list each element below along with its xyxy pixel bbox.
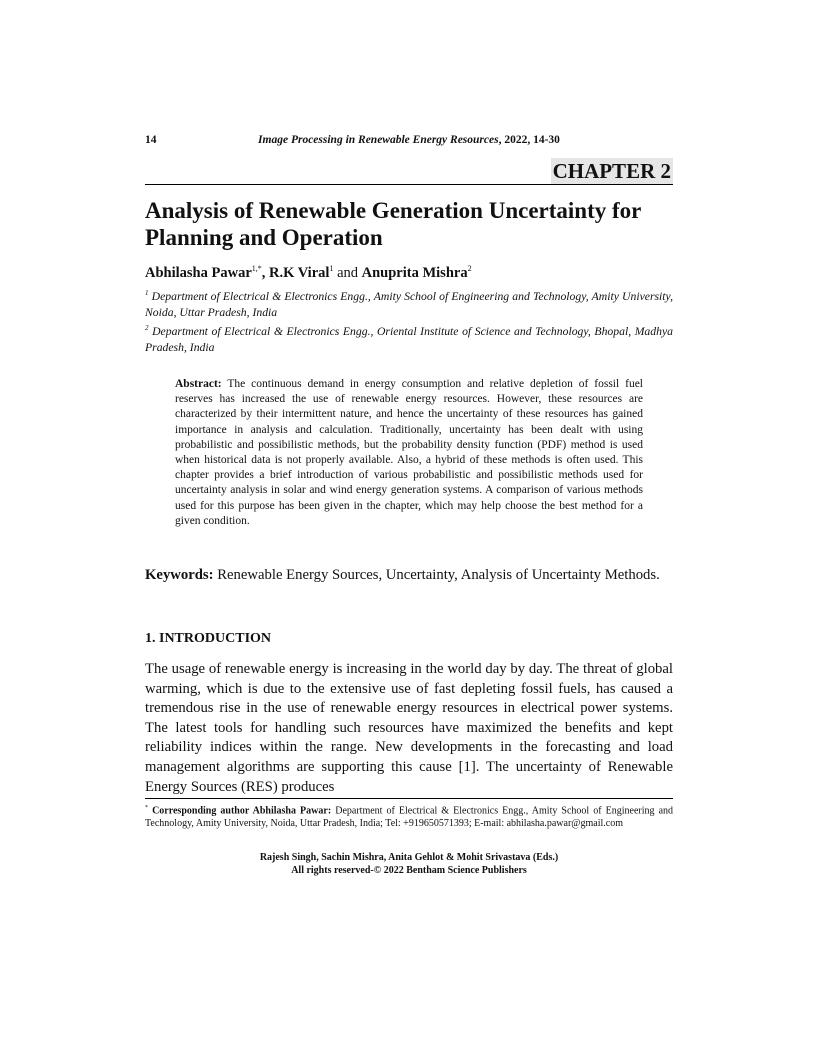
chapter-banner [145, 158, 673, 185]
author-sup: 1 [329, 264, 334, 273]
editors-line: Rajesh Singh, Sachin Mishra, Anita Gehlot & Mohit Srivastava (Eds.) [259, 852, 559, 863]
keywords-label: Keywords: [145, 567, 214, 583]
section-heading: 1. INTRODUCTION [145, 631, 272, 646]
affiliation-number: 2 [145, 324, 149, 332]
page-number: 14 [145, 134, 157, 146]
footnote-divider [145, 798, 673, 799]
footnote [145, 802, 673, 830]
running-head [145, 134, 673, 146]
author-sup: 1,* [251, 264, 262, 273]
journal-title: Image Processing in Renewable Energy Resources [258, 134, 499, 146]
author-name: Abhilasha Pawar [145, 264, 252, 281]
affiliation-text: Department of Electrical & Electronics Engg., Amity School of Engineering and Technology, Amity University, Noida, Uttar Pradesh, India [145, 289, 674, 319]
journal-year-pages: , 2022, 14-30 [498, 134, 560, 146]
footnote-mark: * [145, 805, 148, 811]
footnote-text: Department of Electrical & Electronics Engg., Amity School of Engineering and Technology, Amity University, Noida, Uttar Pradesh, India; Tel: +919650571393; E-mail: abhilasha.pawar@gmail.com [145, 805, 674, 829]
editors-block [145, 852, 673, 877]
author-name: Anuprita Mishra [361, 264, 468, 281]
affiliation [145, 285, 673, 321]
author-separator: and [333, 264, 362, 281]
keywords-text: Renewable Energy Sources, Uncertainty, Analysis of Uncertainty Methods. [217, 567, 660, 583]
footnote-label: Corresponding author Abhilasha Pawar: [152, 805, 332, 817]
abstract-label: Abstract: [175, 378, 222, 390]
author-name: R.K Viral [269, 264, 330, 281]
abstract-text: The continuous demand in energy consumption and relative depletion of fossil fuel reserves has increased the use of renewable energy resources. However, these resources are characterized by their intermittent nature, and hence the uncertainty of these resources has gained importance in analysis and calculation. Traditionally, uncertainty has been dealt with using probabilistic and possibilistic methods, but the probability density function (PDF) method is used when historical data is not properly available. Also, a hybrid of these methods is often used. This chapter provides a brief introduction of various probabilistic and possibilistic methods used for uncertainty analysis in solar and wind energy generation systems. A comparison of various methods used for this purpose has been given in the chapter, which may help choose the best method for a given condition. [175, 378, 644, 527]
affiliation-number: 1 [145, 289, 149, 297]
chapter-label: CHAPTER 2 [552, 159, 671, 183]
keywords [145, 566, 673, 586]
affiliation [145, 320, 673, 356]
author-separator: , [261, 264, 270, 281]
affiliation-text: Department of Electrical & Electronics Engg., Oriental Institute of Science and Technology, Bhopal, Madhya Pradesh, India [145, 324, 673, 354]
abstract [175, 377, 643, 529]
copyright-line: All rights reserved-© 2022 Bentham Science Publishers [291, 864, 527, 876]
author-sup: 2 [467, 264, 472, 273]
author-line [145, 264, 673, 282]
page-title: Analysis of Renewable Generation Uncertainty for Planning and Operation [145, 198, 641, 250]
body-paragraph: The usage of renewable energy is increasing in the world day by day. The threat of global warming, which is due to the extensive use of fast depleting fossil fuels, has caused a tremendous rise in the use of renewable energy resources in electrical power systems. The latest tools for handling such resources have maximized the benefits and kept reliability indices within the range. New developments in the forecasting and load management algorithms are supporting this cause [1]. The uncertainty of Renewable Energy Sources (RES) produces [145, 661, 673, 795]
